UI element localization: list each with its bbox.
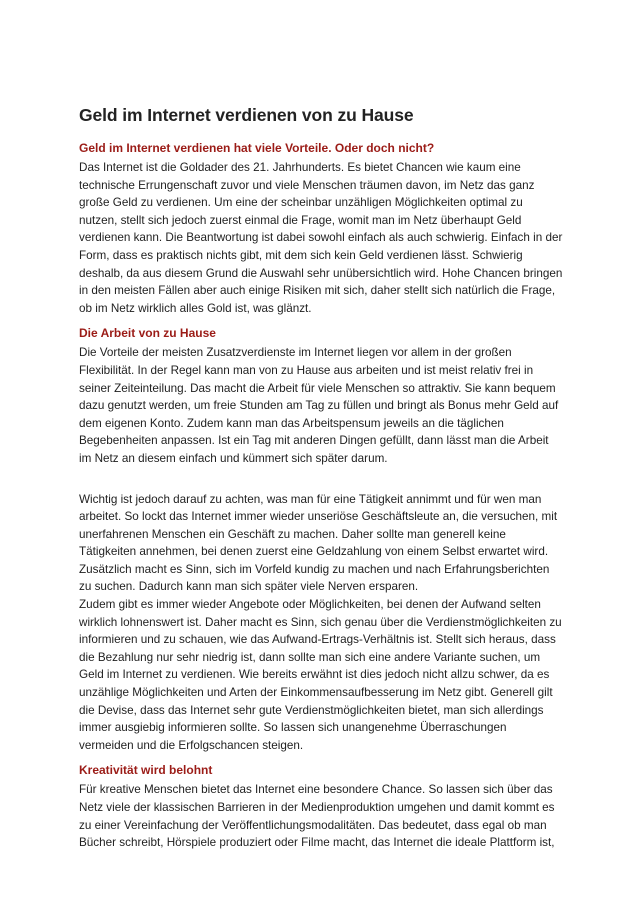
section-heading-arbeit-zu-hause: Die Arbeit von zu Hause xyxy=(79,326,216,341)
paragraph-seriositaet: Wichtig ist jedoch darauf zu achten, was man für eine Tätigkeit annimmt und für wen man arbeitet. So lockt das Internet immer wieder unseriöse Geschäftsleute an, die versuchen, mit unerfahrenen Menschen ein Geschäft zu machen. Daher sollte man generell keine Tätigkeiten annehmen, bei denen zuerst eine Geldzahlung von einem Selbst erwartet wird. Zusätzlich macht es Sinn, sich im Vorfeld kundig zu machen und nach Erfahrungsberichten zu suchen. Dadurch kann man sich später viele Nerven ersparen. xyxy=(79,492,558,594)
paragraph-intro: Das Internet ist die Goldader des 21. Jahrhunderts. Es bietet Chancen wie kaum eine technische Errungenschaft zuvor und viele Menschen träumen davon, im Netz das ganz große Geld zu verdienen. Um eine der scheinbar unzähligen Möglichkeiten optimal zu nutzen, stellt sich jedoch zuerst einmal die Frage, womit man im Netz überhaupt Geld verdienen kann. Die Beantwortung ist dabei sowohl einfach als auch schwierig. Einfach in der Form, dass es praktisch nichts gibt, mit dem sich kein Geld verdienen lässt. Schwierig deshalb, da aus diesem Grund die Auswahl sehr unübersichtlich wird. Hohe Chancen bringen in den meisten Fällen aber auch einige Risiken mit sich, daher stellt sich natürlich die Frage, ob im Netz wirklich alles Gold ist, was glänzt. xyxy=(79,161,563,315)
document-title: Geld im Internet verdienen von zu Hause xyxy=(79,105,414,125)
document-page xyxy=(79,104,563,852)
section-heading-vorteile: Geld im Internet verdienen hat viele Vorteile. Oder doch nicht? xyxy=(79,141,435,155)
paragraph-flexibilitaet: Die Vorteile der meisten Zusatzverdienste im Internet liegen vor allem in der großen Flexibilität. In der Regel kann man von zu Hause aus arbeiten und ist meist relativ frei in seiner Zeiteinteilung. Das macht die Arbeit für viele Menschen so attraktiv. Sie kann bequem dazu genutzt werden, um freie Stunden am Tag zu füllen und bringt als Bonus mehr Geld auf dem eigenen Konto. Zudem kann man das Arbeitspensum jeweils an die täglichen Begebenheiten anpassen. Ist ein Tag mit anderen Dingen gefüllt, dann lässt man die Arbeit im Netz an diesem einfach und kümmert sich später darum. xyxy=(79,346,559,465)
paragraph-kreative-menschen: Für kreative Menschen bietet das Internet eine besondere Chance. So lassen sich über das Netz viele der klassischen Barrieren in der Medienproduktion umgehen und damit kommt es zu einer Vereinfachung der Veröffentlichungsmodalitäten. Das bedeutet, dass egal ob man Bücher schreibt, Hörspiele produziert oder Filme macht, das Internet die ideale Plattform ist, xyxy=(79,783,555,850)
paragraph-aufwand: Zudem gibt es immer wieder Angebote oder Möglichkeiten, bei denen der Aufwand selten wirklich lohnenswert ist. Daher macht es Sinn, sich genau über die Verdienstmöglichkeiten zu informieren und zu schauen, wie das Aufwand-Ertrags-Verhältnis ist. Stellt sich heraus, dass die Bezahlung nur sehr niedrig ist, dann sollte man sich eine andere Variante suchen, um Geld im Internet zu verdienen. Wie bereits erwähnt ist dies jedoch nicht allzu schwer, da es unzählige Möglichkeiten und Arten der Einkommensaufbesserung im Netz gibt. Generell gilt die Devise, dass das Internet sehr gute Verdienstmöglichkeiten bietet, man sich allerdings immer ausgiebig informieren sollte. So lassen sich unangenehme Überraschungen vermeiden und die Erfolgschancen steigen. xyxy=(79,598,562,752)
section-heading-kreativitaet: Kreativität wird belohnt xyxy=(79,763,213,778)
